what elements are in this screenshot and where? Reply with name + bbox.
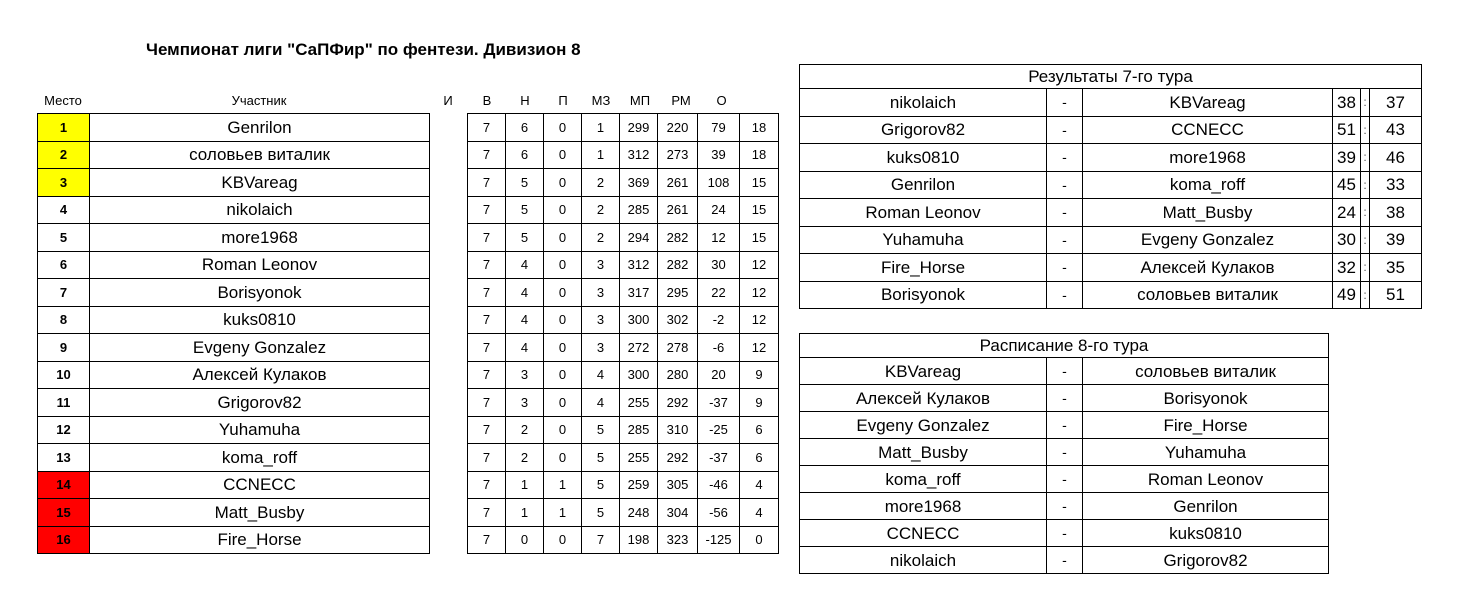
diff-cell: -46 <box>698 471 740 499</box>
separator-cell: - <box>1047 116 1083 144</box>
scored-cell: 312 <box>620 251 658 279</box>
games-cell: 7 <box>468 279 506 307</box>
separator-cell: - <box>1047 493 1083 520</box>
results-title: Результаты 7-го тура <box>800 65 1422 89</box>
draws-cell: 0 <box>544 444 582 472</box>
draws-cell: 0 <box>544 334 582 362</box>
column-gap <box>430 471 468 499</box>
place-cell: 10 <box>38 361 90 389</box>
participant-cell: Yuhamuha <box>90 416 430 444</box>
participant-cell: CCNECC <box>90 471 430 499</box>
away-team-cell: соловьев виталик <box>1083 358 1329 385</box>
column-gap <box>430 334 468 362</box>
points-cell: 12 <box>740 251 779 279</box>
scored-cell: 312 <box>620 141 658 169</box>
column-gap <box>430 416 468 444</box>
losses-cell: 1 <box>582 114 620 142</box>
header-place: Место <box>44 93 82 108</box>
home-score-cell: 49 <box>1333 281 1361 309</box>
separator-cell: - <box>1047 89 1083 117</box>
home-team-cell: nikolaich <box>800 89 1047 117</box>
games-cell: 7 <box>468 499 506 527</box>
games-cell: 7 <box>468 196 506 224</box>
table-row <box>38 251 779 279</box>
diff-cell: 30 <box>698 251 740 279</box>
place-cell: 15 <box>38 499 90 527</box>
conceded-cell: 295 <box>658 279 698 307</box>
table-row <box>800 358 1329 385</box>
table-row <box>800 116 1422 144</box>
schedule-table <box>799 333 1329 574</box>
diff-cell: 12 <box>698 224 740 252</box>
table-row <box>38 224 779 252</box>
scored-cell: 285 <box>620 196 658 224</box>
home-score-cell: 39 <box>1333 144 1361 172</box>
home-team-cell: Evgeny Gonzalez <box>800 412 1047 439</box>
wins-cell: 5 <box>506 196 544 224</box>
points-cell: 15 <box>740 224 779 252</box>
conceded-cell: 292 <box>658 389 698 417</box>
place-cell: 8 <box>38 306 90 334</box>
header-games: И <box>443 93 453 108</box>
conceded-cell: 310 <box>658 416 698 444</box>
column-gap <box>430 526 468 554</box>
away-score-cell: 38 <box>1370 199 1422 227</box>
losses-cell: 4 <box>582 361 620 389</box>
home-score-cell: 51 <box>1333 116 1361 144</box>
table-row <box>38 141 779 169</box>
home-team-cell: Borisyonok <box>800 281 1047 309</box>
scored-cell: 259 <box>620 471 658 499</box>
games-cell: 7 <box>468 361 506 389</box>
separator-cell: - <box>1047 520 1083 547</box>
column-gap <box>430 224 468 252</box>
place-cell: 14 <box>38 471 90 499</box>
table-row <box>800 466 1329 493</box>
wins-cell: 4 <box>506 334 544 362</box>
wins-cell: 2 <box>506 416 544 444</box>
games-cell: 7 <box>468 526 506 554</box>
table-row <box>800 412 1329 439</box>
draws-cell: 1 <box>544 471 582 499</box>
scored-cell: 272 <box>620 334 658 362</box>
separator-cell: - <box>1047 254 1083 282</box>
losses-cell: 4 <box>582 389 620 417</box>
diff-cell: -125 <box>698 526 740 554</box>
participant-cell: nikolaich <box>90 196 430 224</box>
scored-cell: 255 <box>620 389 658 417</box>
table-row <box>38 444 779 472</box>
participant-cell: KBVareag <box>90 169 430 197</box>
points-cell: 12 <box>740 334 779 362</box>
wins-cell: 0 <box>506 526 544 554</box>
games-cell: 7 <box>468 389 506 417</box>
participant-cell: Genrilon <box>90 114 430 142</box>
away-score-cell: 39 <box>1370 226 1422 254</box>
place-cell: 9 <box>38 334 90 362</box>
points-cell: 0 <box>740 526 779 554</box>
diff-cell: 22 <box>698 279 740 307</box>
home-score-cell: 30 <box>1333 226 1361 254</box>
table-row <box>800 171 1422 199</box>
wins-cell: 3 <box>506 389 544 417</box>
table-row <box>800 439 1329 466</box>
draws-cell: 0 <box>544 196 582 224</box>
conceded-cell: 280 <box>658 361 698 389</box>
participant-cell: Matt_Busby <box>90 499 430 527</box>
score-colon-cell: : <box>1361 171 1370 199</box>
table-row <box>38 279 779 307</box>
wins-cell: 1 <box>506 499 544 527</box>
home-team-cell: CCNECC <box>800 520 1047 547</box>
away-score-cell: 35 <box>1370 254 1422 282</box>
scored-cell: 300 <box>620 361 658 389</box>
draws-cell: 0 <box>544 526 582 554</box>
games-cell: 7 <box>468 306 506 334</box>
table-row <box>800 520 1329 547</box>
points-cell: 9 <box>740 389 779 417</box>
games-cell: 7 <box>468 416 506 444</box>
away-team-cell: KBVareag <box>1083 89 1333 117</box>
wins-cell: 1 <box>506 471 544 499</box>
conceded-cell: 304 <box>658 499 698 527</box>
home-team-cell: Roman Leonov <box>800 199 1047 227</box>
games-cell: 7 <box>468 444 506 472</box>
schedule-title: Расписание 8-го тура <box>800 334 1329 358</box>
score-colon-cell: : <box>1361 281 1370 309</box>
home-score-cell: 45 <box>1333 171 1361 199</box>
place-cell: 11 <box>38 389 90 417</box>
separator-cell: - <box>1047 385 1083 412</box>
diff-cell: 24 <box>698 196 740 224</box>
place-cell: 7 <box>38 279 90 307</box>
points-cell: 18 <box>740 141 779 169</box>
points-cell: 4 <box>740 471 779 499</box>
scored-cell: 198 <box>620 526 658 554</box>
scored-cell: 299 <box>620 114 658 142</box>
draws-cell: 0 <box>544 141 582 169</box>
points-cell: 9 <box>740 361 779 389</box>
home-team-cell: Алексей Кулаков <box>800 385 1047 412</box>
home-team-cell: nikolaich <box>800 547 1047 574</box>
participant-cell: Grigorov82 <box>90 389 430 417</box>
away-score-cell: 46 <box>1370 144 1422 172</box>
away-team-cell: Evgeny Gonzalez <box>1083 226 1333 254</box>
scored-cell: 294 <box>620 224 658 252</box>
place-cell: 16 <box>38 526 90 554</box>
separator-cell: - <box>1047 358 1083 385</box>
page-title: Чемпионат лиги "СаПФир" по фентези. Дивизион 8 <box>146 40 581 59</box>
participant-cell: more1968 <box>90 224 430 252</box>
table-row <box>38 306 779 334</box>
results-table <box>799 64 1422 309</box>
draws-cell: 0 <box>544 306 582 334</box>
table-row <box>38 499 779 527</box>
losses-cell: 5 <box>582 471 620 499</box>
away-team-cell: Fire_Horse <box>1083 412 1329 439</box>
separator-cell: - <box>1047 144 1083 172</box>
home-team-cell: Grigorov82 <box>800 116 1047 144</box>
away-team-cell: Genrilon <box>1083 493 1329 520</box>
participant-cell: Borisyonok <box>90 279 430 307</box>
place-cell: 5 <box>38 224 90 252</box>
wins-cell: 5 <box>506 224 544 252</box>
draws-cell: 0 <box>544 169 582 197</box>
draws-cell: 0 <box>544 114 582 142</box>
header-losses: П <box>558 93 568 108</box>
away-team-cell: Yuhamuha <box>1083 439 1329 466</box>
header-points: О <box>716 93 727 108</box>
column-gap <box>430 169 468 197</box>
away-team-cell: Grigorov82 <box>1083 547 1329 574</box>
home-team-cell: kuks0810 <box>800 144 1047 172</box>
conceded-cell: 261 <box>658 196 698 224</box>
table-row <box>800 144 1422 172</box>
diff-cell: 20 <box>698 361 740 389</box>
draws-cell: 0 <box>544 251 582 279</box>
participant-cell: Алексей Кулаков <box>90 361 430 389</box>
table-row <box>38 196 779 224</box>
draws-cell: 0 <box>544 361 582 389</box>
away-team-cell: CCNECC <box>1083 116 1333 144</box>
table-row <box>800 281 1422 309</box>
home-team-cell: Matt_Busby <box>800 439 1047 466</box>
column-gap <box>430 196 468 224</box>
games-cell: 7 <box>468 251 506 279</box>
points-cell: 12 <box>740 279 779 307</box>
home-team-cell: more1968 <box>800 493 1047 520</box>
scored-cell: 255 <box>620 444 658 472</box>
table-row <box>38 334 779 362</box>
separator-cell: - <box>1047 439 1083 466</box>
participant-cell: kuks0810 <box>90 306 430 334</box>
conceded-cell: 273 <box>658 141 698 169</box>
table-row <box>38 114 779 142</box>
header-participant: Участник <box>231 93 287 108</box>
separator-cell: - <box>1047 226 1083 254</box>
away-score-cell: 37 <box>1370 89 1422 117</box>
table-row <box>38 389 779 417</box>
table-row <box>38 361 779 389</box>
column-gap <box>430 306 468 334</box>
participant-cell: Fire_Horse <box>90 526 430 554</box>
losses-cell: 2 <box>582 224 620 252</box>
conceded-cell: 220 <box>658 114 698 142</box>
games-cell: 7 <box>468 169 506 197</box>
conceded-cell: 323 <box>658 526 698 554</box>
diff-cell: -2 <box>698 306 740 334</box>
scored-cell: 285 <box>620 416 658 444</box>
losses-cell: 3 <box>582 251 620 279</box>
table-row <box>38 471 779 499</box>
wins-cell: 6 <box>506 114 544 142</box>
header-wins: В <box>482 93 492 108</box>
wins-cell: 6 <box>506 141 544 169</box>
home-team-cell: KBVareag <box>800 358 1047 385</box>
table-row <box>800 254 1422 282</box>
diff-cell: -37 <box>698 444 740 472</box>
wins-cell: 5 <box>506 169 544 197</box>
scored-cell: 317 <box>620 279 658 307</box>
place-cell: 6 <box>38 251 90 279</box>
points-cell: 12 <box>740 306 779 334</box>
losses-cell: 3 <box>582 334 620 362</box>
points-cell: 15 <box>740 169 779 197</box>
away-score-cell: 51 <box>1370 281 1422 309</box>
away-team-cell: Алексей Кулаков <box>1083 254 1333 282</box>
table-row <box>38 169 779 197</box>
table-row <box>38 416 779 444</box>
conceded-cell: 282 <box>658 251 698 279</box>
column-gap <box>430 389 468 417</box>
conceded-cell: 261 <box>658 169 698 197</box>
separator-cell: - <box>1047 466 1083 493</box>
losses-cell: 1 <box>582 141 620 169</box>
place-cell: 13 <box>38 444 90 472</box>
header-conceded: МП <box>629 93 651 108</box>
away-team-cell: Roman Leonov <box>1083 466 1329 493</box>
diff-cell: -25 <box>698 416 740 444</box>
games-cell: 7 <box>468 141 506 169</box>
draws-cell: 0 <box>544 389 582 417</box>
points-cell: 18 <box>740 114 779 142</box>
losses-cell: 5 <box>582 416 620 444</box>
away-team-cell: koma_roff <box>1083 171 1333 199</box>
losses-cell: 3 <box>582 279 620 307</box>
home-team-cell: koma_roff <box>800 466 1047 493</box>
home-team-cell: Fire_Horse <box>800 254 1047 282</box>
draws-cell: 1 <box>544 499 582 527</box>
table-row <box>800 89 1422 117</box>
table-row <box>800 385 1329 412</box>
draws-cell: 0 <box>544 224 582 252</box>
losses-cell: 3 <box>582 306 620 334</box>
losses-cell: 7 <box>582 526 620 554</box>
losses-cell: 5 <box>582 444 620 472</box>
header-scored: МЗ <box>591 93 611 108</box>
column-gap <box>430 141 468 169</box>
away-team-cell: Borisyonok <box>1083 385 1329 412</box>
draws-cell: 0 <box>544 279 582 307</box>
scored-cell: 300 <box>620 306 658 334</box>
place-cell: 1 <box>38 114 90 142</box>
losses-cell: 5 <box>582 499 620 527</box>
diff-cell: -37 <box>698 389 740 417</box>
draws-cell: 0 <box>544 416 582 444</box>
column-gap <box>430 361 468 389</box>
away-team-cell: more1968 <box>1083 144 1333 172</box>
diff-cell: -6 <box>698 334 740 362</box>
column-gap <box>430 499 468 527</box>
column-gap <box>430 444 468 472</box>
wins-cell: 2 <box>506 444 544 472</box>
points-cell: 6 <box>740 416 779 444</box>
losses-cell: 2 <box>582 196 620 224</box>
home-score-cell: 32 <box>1333 254 1361 282</box>
points-cell: 6 <box>740 444 779 472</box>
home-team-cell: Yuhamuha <box>800 226 1047 254</box>
place-cell: 12 <box>38 416 90 444</box>
score-colon-cell: : <box>1361 199 1370 227</box>
wins-cell: 4 <box>506 279 544 307</box>
away-team-cell: kuks0810 <box>1083 520 1329 547</box>
table-row <box>800 226 1422 254</box>
column-gap <box>430 251 468 279</box>
home-score-cell: 24 <box>1333 199 1361 227</box>
scored-cell: 248 <box>620 499 658 527</box>
diff-cell: 108 <box>698 169 740 197</box>
table-row <box>38 526 779 554</box>
header-diff: РМ <box>671 93 691 108</box>
participant-cell: Roman Leonov <box>90 251 430 279</box>
header-draws: Н <box>520 93 530 108</box>
table-row <box>800 493 1329 520</box>
away-team-cell: соловьев виталик <box>1083 281 1333 309</box>
score-colon-cell: : <box>1361 116 1370 144</box>
participant-cell: соловьев виталик <box>90 141 430 169</box>
score-colon-cell: : <box>1361 144 1370 172</box>
conceded-cell: 302 <box>658 306 698 334</box>
away-score-cell: 43 <box>1370 116 1422 144</box>
participant-cell: koma_roff <box>90 444 430 472</box>
games-cell: 7 <box>468 471 506 499</box>
place-cell: 3 <box>38 169 90 197</box>
table-row <box>800 199 1422 227</box>
wins-cell: 3 <box>506 361 544 389</box>
conceded-cell: 282 <box>658 224 698 252</box>
home-team-cell: Genrilon <box>800 171 1047 199</box>
diff-cell: 79 <box>698 114 740 142</box>
place-cell: 2 <box>38 141 90 169</box>
standings-header <box>37 93 741 113</box>
standings-table <box>37 113 779 554</box>
score-colon-cell: : <box>1361 226 1370 254</box>
wins-cell: 4 <box>506 251 544 279</box>
table-row <box>800 547 1329 574</box>
diff-cell: 39 <box>698 141 740 169</box>
column-gap <box>430 279 468 307</box>
conceded-cell: 305 <box>658 471 698 499</box>
separator-cell: - <box>1047 281 1083 309</box>
diff-cell: -56 <box>698 499 740 527</box>
games-cell: 7 <box>468 334 506 362</box>
separator-cell: - <box>1047 199 1083 227</box>
home-score-cell: 38 <box>1333 89 1361 117</box>
place-cell: 4 <box>38 196 90 224</box>
score-colon-cell: : <box>1361 89 1370 117</box>
participant-cell: Evgeny Gonzalez <box>90 334 430 362</box>
losses-cell: 2 <box>582 169 620 197</box>
conceded-cell: 278 <box>658 334 698 362</box>
scored-cell: 369 <box>620 169 658 197</box>
games-cell: 7 <box>468 114 506 142</box>
points-cell: 4 <box>740 499 779 527</box>
separator-cell: - <box>1047 171 1083 199</box>
column-gap <box>430 114 468 142</box>
games-cell: 7 <box>468 224 506 252</box>
points-cell: 15 <box>740 196 779 224</box>
away-score-cell: 33 <box>1370 171 1422 199</box>
score-colon-cell: : <box>1361 254 1370 282</box>
conceded-cell: 292 <box>658 444 698 472</box>
wins-cell: 4 <box>506 306 544 334</box>
separator-cell: - <box>1047 412 1083 439</box>
away-team-cell: Matt_Busby <box>1083 199 1333 227</box>
separator-cell: - <box>1047 547 1083 574</box>
